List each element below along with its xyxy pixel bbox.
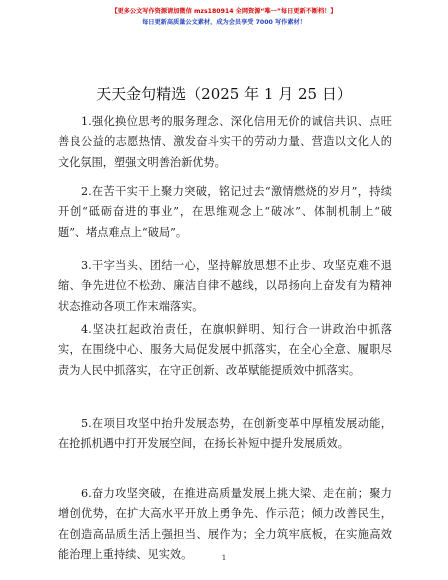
paragraph-2: 2.在苦干实干上聚力突破，铭记过去“激情燃烧的岁月”，持续开创“砥砺奋进的事业”，在思维观念上“破冰”、体制机制上“破题”、堵点难点上“破局”。 [58,185,392,239]
paragraph-6: 6.奋力攻坚突破，在推进高质量发展上挑大梁、走在前；聚力增创优势，在扩大高水平开放上勇争先、作示范；倾力改善民生，在创造高品质生活上强担当、展作为；全力筑牢底板，在实施高效能治理上重持续、见实效。 [58,487,392,562]
banner-line-2: 每日更新高质量公文素材，成为会员享受 7000 写作素材！ [142,19,306,26]
document-title: 天天金句精选（2025 年 1 月 25 日） [96,85,352,103]
banner-line-1: 【更多公文写作资源请加微信 mzs180914 全网资源“唯一”每日更新不断档！】 [111,8,337,15]
paragraph-1: 1.强化换位思考的服务理念、深化信用无价的诚信共识、点旺善良公益的志愿热情、激发奋斗实干的劳动力量、营造以文化人的文化氛围，塑强文明善治新优势。 [58,115,392,169]
paragraph-3: 3.干字当头、团结一心，坚持解放思想不止步、攻坚克难不退缩、争先进位不松劲、廉洁自律不越线，以昂扬向上奋发有为精神状态推动各项工作末端落实。 [58,259,392,313]
paragraph-5: 5.在项目攻坚中抬升发展态势，在创新变革中厚植发展动能，在抢抓机遇中打开发展空间，在扬长补短中提升发展质效。 [58,417,392,451]
page-number: 1 [221,553,227,562]
paragraph-4: 4.坚决扛起政治责任，在旗帜鲜明、知行合一讲政治中抓落实，在围绕中心、服务大局促发展中抓落实，在全心全意、履职尽责为人民中抓落实，在守正创新、改革赋能提质效中抓落实。 [58,323,392,377]
header-banner [0,6,448,28]
